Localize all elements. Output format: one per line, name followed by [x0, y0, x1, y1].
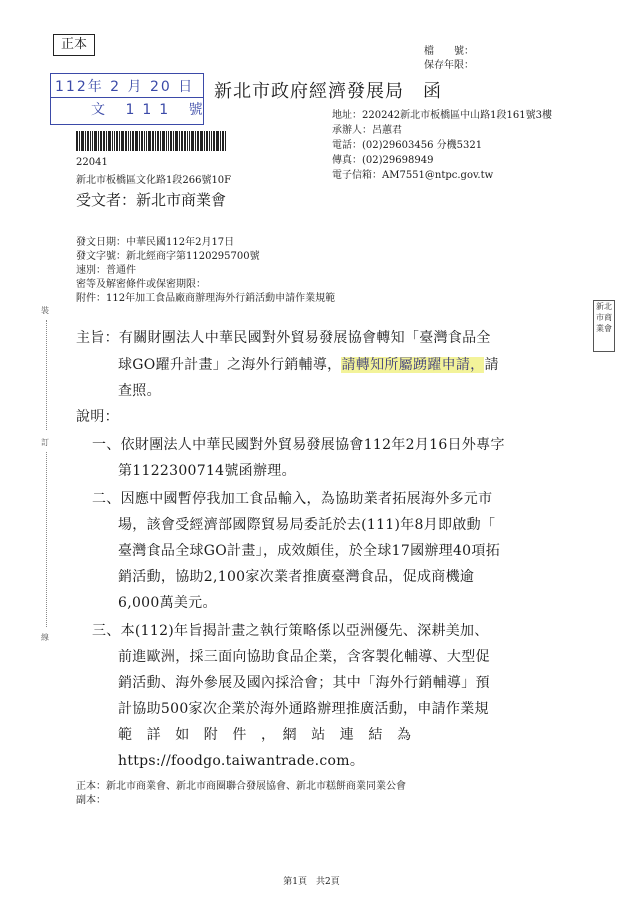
- file-no-label: 檔 號：: [424, 46, 474, 57]
- explain-line: 場，該會受經濟部國際貿易局委託於去(111)年8月即啟動「: [118, 517, 496, 533]
- explain-line: 第1122300714號函辦理。: [118, 463, 296, 479]
- agency-title: 新北市政府經濟發展局 函: [214, 81, 442, 102]
- explain-line: 前進歐洲，採三面向協助食品企業，含客製化輔導、大型促: [118, 649, 490, 665]
- doc-label: 正本: [53, 34, 95, 56]
- binding-mark-2: 訂: [41, 438, 49, 447]
- binding-line-1: [46, 320, 47, 430]
- side-stamp: 新北市商業會: [593, 300, 615, 352]
- stamp-date: 112年 2 月 20 日: [55, 79, 195, 95]
- barcode: [76, 131, 266, 151]
- contact-email: 電子信箱：AM7551@ntpc.gov.tw: [332, 170, 494, 181]
- contact-person: 承辦人：呂蕙君: [332, 125, 402, 136]
- subject-line-1: 主旨：有關財團法人中華民國對外貿易發展協會轉知「臺灣食品全: [76, 330, 491, 346]
- page-footer: 第1頁 共2頁: [283, 877, 340, 887]
- explain-line: 三、本(112)年旨揭計畫之執行策略係以亞洲優先、深耕美加、: [92, 623, 489, 639]
- explain-line: 臺灣食品全球GO計畫」，成效頗佳，於全球17國辦理40項拓: [118, 543, 500, 559]
- binding-mark-1: 裝: [41, 306, 49, 315]
- copies-main: 正本：新北市商業會、新北市商圈聯合發展協會、新北市糕餅商業同業公會: [76, 781, 406, 792]
- contact-address: 地址：220242新北市板橋區中山路1段161號3樓: [332, 110, 552, 121]
- explain-line: 二、因應中國暫停我加工食品輸入，為協助業者拓展海外多元市: [92, 491, 493, 507]
- confidentiality: 密等及解密條件或保密期限：: [76, 279, 206, 290]
- subject-line-3: 查照。: [118, 383, 161, 399]
- stamp-divider: [51, 97, 203, 98]
- subject-line-2: [118, 354, 499, 374]
- contact-fax: 傳真：(02)29698949: [332, 155, 434, 166]
- contact-phone: 電話：(02)29603456 分機5321: [332, 140, 483, 151]
- issue-number: 發文字號：新北經商字第1120295700號: [76, 251, 260, 262]
- explain-line: 範 詳 如 附 件 ， 網 站 連 結 為: [118, 727, 412, 743]
- subject-highlight: 請轉知所屬踴躍申請，: [341, 357, 485, 373]
- explain-line: 6,000萬美元。: [118, 595, 217, 611]
- explain-line: 計協助500家次企業於海外通路辦理推廣活動，申請作業規: [118, 701, 489, 717]
- binding-line-2: [46, 452, 47, 627]
- explain-url: https://foodgo.taiwantrade.com。: [118, 753, 365, 769]
- postal-code: 22041: [76, 157, 108, 168]
- binding-mark-3: 線: [41, 633, 49, 642]
- recipient: 受文者：新北市商業會: [76, 191, 227, 209]
- contact-block: [332, 108, 552, 183]
- attachment: 附件：112年加工食品廠商辦理海外行銷活動申請作業規範: [76, 293, 336, 304]
- copies-cc: 副本：: [76, 795, 106, 806]
- header-fields: [76, 236, 335, 306]
- subject-text-end: 請: [484, 357, 499, 373]
- explain-line: 一、依財團法人中華民國對外貿易發展協會112年2月16日外專字: [92, 437, 505, 453]
- retention-label: 保存年限：: [424, 60, 474, 71]
- stamp-number: 文 111 號: [91, 102, 211, 118]
- issue-date: 發文日期：中華民國112年2月17日: [76, 237, 235, 248]
- speed-class: 速別：普通件: [76, 265, 136, 276]
- explain-label: 說明：: [76, 409, 119, 425]
- explain-line: 銷活動，協助2,100家次業者推廣臺灣食品，促成商機逾: [118, 569, 475, 585]
- receipt-stamp: [50, 73, 211, 125]
- mailing-address: 新北市板橋區文化路1段266號10F: [76, 175, 232, 186]
- explain-line: 銷活動、海外參展及國內採洽會；其中「海外行銷輔導」預: [118, 675, 490, 691]
- subject-text: 球GO躍升計畫」之海外行銷輔導，: [118, 357, 342, 373]
